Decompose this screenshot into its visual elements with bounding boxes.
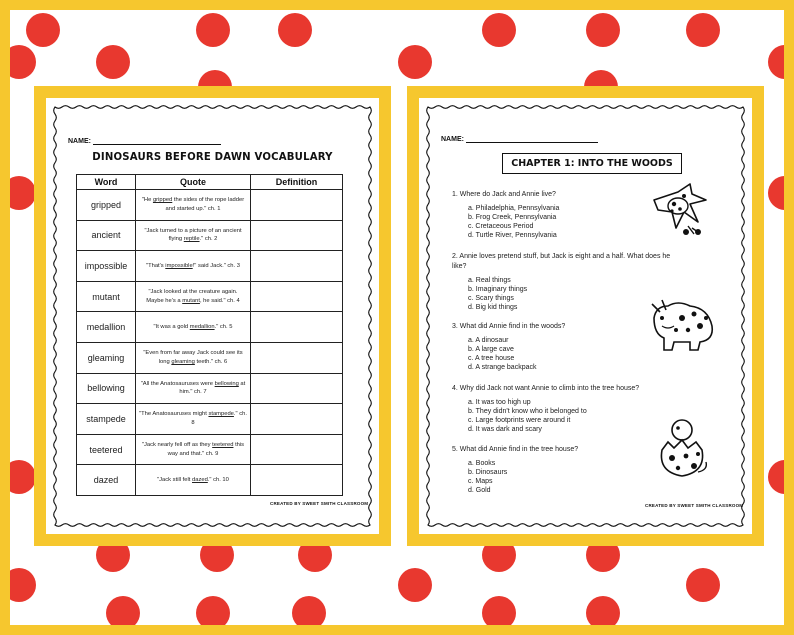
polka-dot (482, 13, 516, 47)
definition-cell[interactable] (251, 312, 343, 343)
definition-cell[interactable] (251, 220, 343, 251)
answer-option[interactable]: c. Cretaceous Period (468, 223, 534, 230)
question-number: 4. (452, 385, 458, 392)
polka-dot (398, 45, 432, 79)
question-text (452, 322, 652, 332)
answer-option[interactable]: b. Dinosaurs (468, 469, 508, 476)
vocabulary-title: DINOSAURS BEFORE DAWN VOCABULARY (92, 150, 333, 163)
definition-cell[interactable] (251, 373, 343, 404)
answer-option[interactable]: d. Gold (468, 487, 491, 494)
question-item (452, 445, 652, 495)
answer-option[interactable]: d. It was dark and scary (468, 426, 542, 433)
polka-dot (26, 13, 60, 47)
quote-text: !" said Jack." ch. 3 (192, 262, 240, 269)
vocab-quote (136, 465, 251, 496)
definition-cell[interactable] (251, 465, 343, 496)
quote-text: at him." ch. 7 (179, 380, 246, 396)
pterodactyl-clipart-icon (648, 182, 716, 240)
polka-dot (398, 568, 432, 602)
answer-option[interactable]: d. Big kid things (468, 304, 518, 311)
quote-text: the sides of the rope ladder and started up." ch. 1 (165, 197, 245, 212)
table-row (77, 342, 343, 373)
name-field[interactable] (68, 136, 221, 145)
quote-underlined-word: impossible (165, 262, 193, 269)
polka-dot (278, 13, 312, 47)
answer-option[interactable]: c. Scary things (468, 295, 514, 302)
chapter-title: CHAPTER 1: INTO THE WOODS (511, 158, 673, 169)
definition-cell[interactable] (251, 342, 343, 373)
triceratops-clipart-icon (648, 296, 718, 352)
answer-option[interactable]: b. They didn't know who it belonged to (468, 408, 587, 415)
question-prompt: What did Annie find in the woods? (459, 323, 566, 330)
question-prompt: Where do Jack and Annie live? (459, 191, 556, 198)
quote-text: ." ch. 5 (214, 323, 233, 330)
table-row (77, 465, 343, 496)
left-worksheet (46, 98, 379, 534)
quote-underlined-word: gleaming (171, 358, 195, 365)
quote-text: "That's (146, 262, 166, 269)
quote-underlined-word: medallion (189, 323, 215, 330)
quote-text: "The Anatosauruses might (139, 411, 209, 418)
polka-dot (768, 460, 784, 494)
quote-text: ." ch. 8 (191, 411, 247, 426)
question-number: 3. (452, 323, 458, 330)
polka-dot (96, 45, 130, 79)
quote-text: "Jack still felt (157, 476, 193, 483)
vocab-quote (136, 251, 251, 282)
vocab-word: teetered (77, 434, 136, 465)
answer-option[interactable]: a. Real things (468, 277, 511, 284)
polka-dot (768, 45, 784, 79)
vocab-quote (136, 312, 251, 343)
table-row (77, 373, 343, 404)
quote-underlined-word: mutant (182, 297, 200, 304)
quote-text: teeth." ch. 6 (194, 358, 228, 365)
polka-dot (10, 460, 36, 494)
table-row (77, 251, 343, 282)
name-label: NAME: (68, 138, 91, 145)
table-row (77, 220, 343, 251)
vocab-quote (136, 190, 251, 221)
quote-underlined-word: bellowing (214, 380, 239, 387)
question-text (452, 190, 652, 200)
vocab-quote (136, 404, 251, 435)
quote-underlined-word: dazed (192, 476, 208, 483)
answer-option[interactable]: b. Imaginary things (468, 286, 528, 293)
answer-option[interactable]: a. It was too high up (468, 399, 531, 406)
vocab-word: ancient (77, 220, 136, 251)
question-text (452, 384, 652, 394)
definition-cell[interactable] (251, 434, 343, 465)
question-number: 5. (452, 446, 458, 453)
table-row (77, 404, 343, 435)
table-row (77, 434, 343, 465)
quote-text: "All the Anatosauruses were (140, 380, 215, 387)
quote-text: "Even from far away Jack could see its long (143, 350, 243, 365)
answer-option[interactable]: b. A large cave (468, 346, 514, 353)
name-field[interactable] (441, 134, 598, 143)
polka-dot (586, 596, 620, 625)
credit-text: CREATED BY SWEET SMITH CLASSROOM (645, 503, 744, 508)
answer-option[interactable]: a. Philadelphia, Pennsylvania (468, 205, 560, 212)
quote-text: "It was a gold (153, 323, 190, 330)
definition-cell[interactable] (251, 190, 343, 221)
polka-dot (10, 176, 36, 210)
vocab-quote (136, 373, 251, 404)
answer-option[interactable]: d. A strange backpack (468, 364, 537, 371)
definition-cell[interactable] (251, 404, 343, 435)
quote-underlined-word: gripped (152, 197, 173, 204)
vocab-quote (136, 220, 251, 251)
vocab-quote (136, 434, 251, 465)
table-row (77, 312, 343, 343)
vocab-word: medallion (77, 312, 136, 343)
quote-underlined-word: stampede (208, 411, 234, 418)
answer-option[interactable]: b. Frog Creek, Pennsylvania (468, 214, 557, 221)
question-item (452, 190, 652, 240)
question-prompt: Why did Jack not want Annie to climb into the tree house? (459, 385, 640, 392)
polka-dot (482, 596, 516, 625)
vocab-word: impossible (77, 251, 136, 282)
vocab-word: mutant (77, 281, 136, 312)
quote-text: "Jack looked at the creature again. Maybe he's a (146, 289, 238, 304)
vocab-word: gripped (77, 190, 136, 221)
quote-text: "Jack turned to a picture of an ancient flying (144, 227, 242, 243)
vocabulary-table (76, 174, 343, 496)
polka-dot (10, 45, 36, 79)
definition-cell[interactable] (251, 251, 343, 282)
name-label: NAME: (441, 136, 464, 143)
quote-text: "He (141, 197, 153, 204)
quote-text: ." ch. 2 (199, 236, 218, 243)
question-item (452, 322, 652, 372)
vocab-quote (136, 342, 251, 373)
quote-text: , he said." ch. 4 (199, 297, 240, 304)
quote-text: this way and that." ch. 9 (167, 442, 245, 457)
chapter-title-box (502, 153, 682, 174)
answer-option[interactable]: c. Large footprints were around it (468, 417, 571, 424)
quote-text: ." ch. 10 (207, 476, 229, 483)
question-text (452, 252, 686, 272)
polka-dot (106, 596, 140, 625)
quote-underlined-word: reptile (183, 236, 200, 243)
polka-dot (768, 176, 784, 210)
question-text (452, 445, 652, 455)
polka-dot (196, 13, 230, 47)
vocab-quote (136, 281, 251, 312)
polka-dot (10, 568, 36, 602)
polka-dot (686, 568, 720, 602)
polka-dot (292, 596, 326, 625)
vocab-word: dazed (77, 465, 136, 496)
vocab-word: gleaming (77, 342, 136, 373)
vocab-word: bellowing (77, 373, 136, 404)
question-prompt: Annie loves pretend stuff, but Jack is eight and a half. What does he like? (452, 253, 671, 270)
question-number: 2. (452, 253, 458, 260)
answer-option[interactable]: d. Turtle River, Pennsylvania (468, 232, 557, 239)
question-item (452, 384, 652, 434)
baby-dinosaur-egg-clipart-icon (654, 416, 710, 480)
table-row (77, 190, 343, 221)
column-header-word: Word (77, 175, 136, 190)
polka-dot (586, 13, 620, 47)
definition-cell[interactable] (251, 281, 343, 312)
polka-dot (686, 13, 720, 47)
answer-option[interactable]: a. Books (468, 460, 496, 467)
answer-option[interactable]: c. Maps (468, 478, 493, 485)
table-header-row (77, 175, 343, 190)
answer-option[interactable]: a. A dinosaur (468, 337, 509, 344)
table-row (77, 281, 343, 312)
column-header-quote: Quote (136, 175, 251, 190)
question-prompt: What did Annie find in the tree house? (459, 446, 579, 453)
answer-option[interactable]: c. A tree house (468, 355, 515, 362)
quote-text: "Jack nearly fell off as they (141, 442, 213, 449)
credit-text: CREATED BY SWEET SMITH CLASSROOM (270, 501, 369, 506)
column-header-definition: Definition (251, 175, 343, 190)
question-number: 1. (452, 191, 458, 198)
vocab-word: stampede (77, 404, 136, 435)
polka-dot (196, 596, 230, 625)
quote-underlined-word: teetered (212, 442, 234, 449)
